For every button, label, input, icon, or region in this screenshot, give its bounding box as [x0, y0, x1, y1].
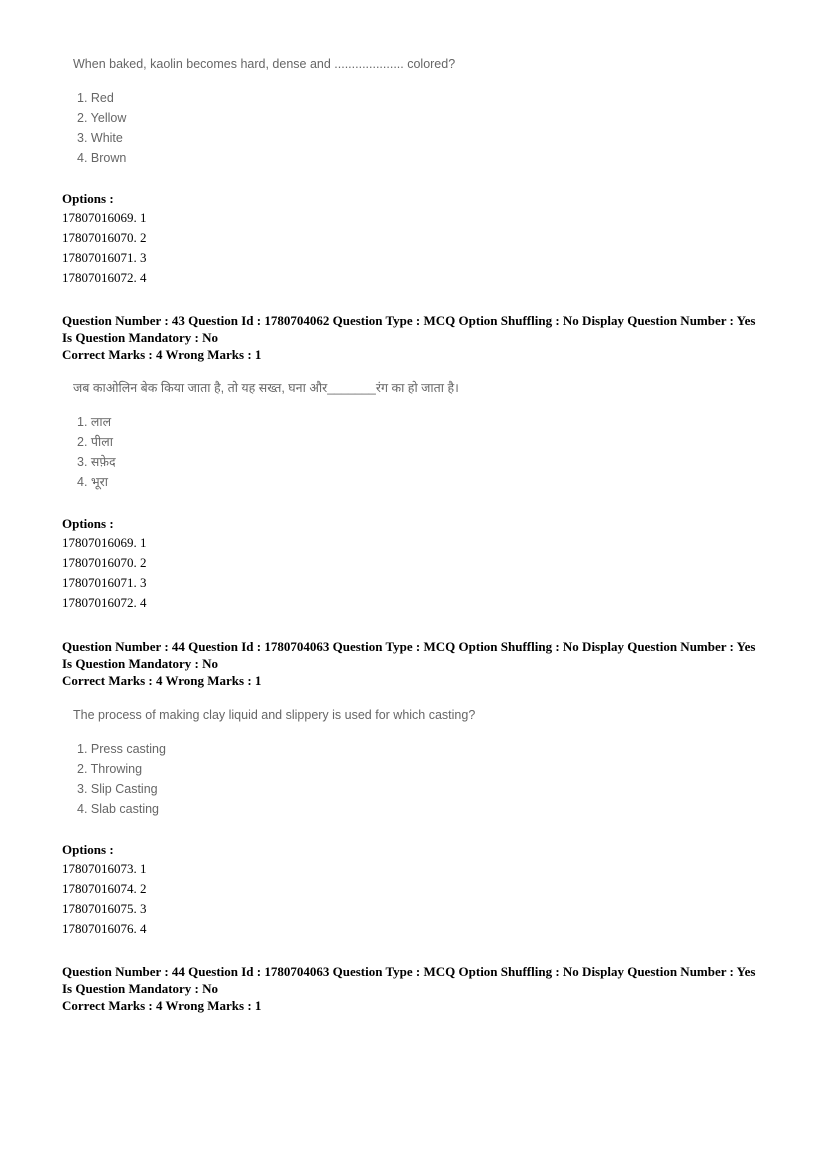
- option-id: 17807016076. 4: [62, 921, 147, 936]
- options-block-q1: [62, 190, 786, 288]
- question-text: When baked, kaolin becomes hard, dense and .................... colored?: [73, 57, 456, 71]
- option-id: 17807016070. 2: [62, 555, 147, 570]
- question-image-q43: [73, 380, 459, 492]
- question-meta-q44: [62, 638, 786, 689]
- answer-choices: [73, 739, 475, 819]
- answer-choice: 2. Throwing: [77, 762, 143, 776]
- mandatory-line: Is Question Mandatory : No: [62, 981, 219, 996]
- option-id: 17807016074. 2: [62, 881, 147, 896]
- mandatory-line: Is Question Mandatory : No: [62, 656, 219, 671]
- answer-choice: 4. Slab casting: [77, 802, 159, 816]
- option-id: 17807016070. 2: [62, 230, 147, 245]
- options-label: Options :: [62, 842, 114, 857]
- marks-line: Correct Marks : 4 Wrong Marks : 1: [62, 347, 262, 362]
- option-id: 17807016072. 4: [62, 595, 147, 610]
- option-id: 17807016072. 4: [62, 270, 147, 285]
- answer-choice: 2. Yellow: [77, 111, 127, 125]
- answer-choice: 4. भूरा: [77, 475, 109, 489]
- options-label: Options :: [62, 191, 114, 206]
- option-id: 17807016071. 3: [62, 250, 147, 265]
- answer-choice: 1. लाल: [77, 415, 112, 429]
- options-block-q44: [62, 841, 786, 939]
- question-image-q1: [73, 56, 455, 168]
- options-block-q43: [62, 515, 786, 613]
- option-id: 17807016069. 1: [62, 210, 147, 225]
- question-meta-line: Question Number : 43 Question Id : 1780704062 Question Type : MCQ Option Shuffling : No Display Question Number : Yes: [62, 313, 756, 328]
- answer-choice: 1. Red: [77, 91, 114, 105]
- answer-choice: 3. Slip Casting: [77, 782, 158, 796]
- option-id: 17807016071. 3: [62, 575, 147, 590]
- question-image-q44: [73, 707, 475, 819]
- question-text: जब काओलिन बेक किया जाता है, तो यह सख्त, घना और_______रंग का हो जाता है।: [73, 381, 459, 395]
- question-meta-q43: [62, 312, 786, 363]
- question-meta-line: Question Number : 44 Question Id : 1780704063 Question Type : MCQ Option Shuffling : No Display Question Number : Yes: [62, 964, 756, 979]
- answer-choice: 3. सफ़ेद: [77, 455, 116, 469]
- answer-choices: [73, 88, 455, 168]
- options-label: Options :: [62, 516, 114, 531]
- answer-choice: 3. White: [77, 131, 123, 145]
- answer-choice: 4. Brown: [77, 151, 127, 165]
- answer-choices: [73, 412, 459, 492]
- answer-choice: 2. पीला: [77, 435, 113, 449]
- marks-line: Correct Marks : 4 Wrong Marks : 1: [62, 673, 262, 688]
- option-id: 17807016069. 1: [62, 535, 147, 550]
- question-meta-next: [62, 963, 786, 1014]
- option-id: 17807016073. 1: [62, 861, 147, 876]
- mandatory-line: Is Question Mandatory : No: [62, 330, 219, 345]
- answer-choice: 1. Press casting: [77, 742, 166, 756]
- marks-line: Correct Marks : 4 Wrong Marks : 1: [62, 998, 262, 1013]
- question-text: The process of making clay liquid and slippery is used for which casting?: [73, 708, 476, 722]
- option-id: 17807016075. 3: [62, 901, 147, 916]
- question-meta-line: Question Number : 44 Question Id : 1780704063 Question Type : MCQ Option Shuffling : No Display Question Number : Yes: [62, 639, 756, 654]
